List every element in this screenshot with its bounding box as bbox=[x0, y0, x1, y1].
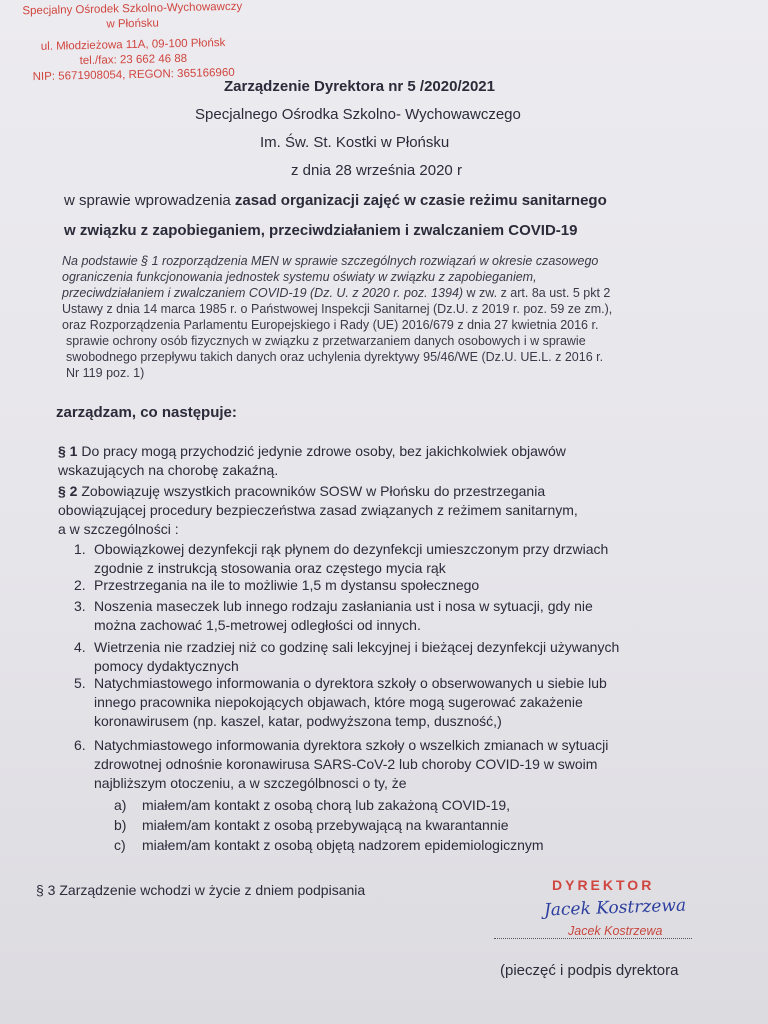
section-label: § 2 bbox=[58, 483, 78, 499]
list-item-line: zdrowotnej odnośnie koronawirusa SARS-CoV-2 lub choroby COVID-19 w swoim bbox=[94, 756, 598, 772]
director-title: DYREKTOR bbox=[552, 877, 655, 893]
stamp-line: w Płońsku bbox=[106, 17, 159, 31]
legal-basis-line: sprawie ochrony osób fizycznych w związku z przetwarzaniem danych osobowych i w sprawie bbox=[66, 334, 586, 348]
section-2-cont: a w szczególności : bbox=[58, 521, 179, 537]
list-item-line: Przestrzegania na ile to możliwie 1,5 m dystansu społecznego bbox=[94, 577, 480, 593]
decree-subject-line2: w związku z zapobieganiem, przeciwdziałaniem i zwalczaniem COVID-19 bbox=[64, 222, 578, 239]
section-text: Do pracy mogą przychodzić jedynie zdrowe osoby, bez jakichkolwiek objawów bbox=[77, 443, 566, 459]
sublist-letter: c) bbox=[114, 837, 126, 853]
section-3: § 3 Zarządzenie wchodzi w życie z dniem podpisania bbox=[36, 882, 366, 898]
list-item-line: Natychmiastowego informowania dyrektora szkoły o wszelkich zmianach w sytuacji bbox=[94, 737, 609, 753]
legal-basis-line: swobodnego przepływu takich danych oraz uchylenia dyrektywy 95/46/WE (Dz.U. UE.L. z 2016 r. bbox=[66, 350, 604, 364]
decree-date: z dnia 28 września 2020 r bbox=[291, 162, 462, 179]
sublist-letter: a) bbox=[114, 797, 127, 813]
list-item-line: najbliższym otoczeniu, a w szczególbnosci o ty, że bbox=[94, 775, 407, 791]
list-number: 5. bbox=[74, 675, 86, 691]
legal-basis-line bbox=[62, 285, 610, 301]
list-item-line: innego pracownika niepokojących objawach, które mogą sugerować zakażenie bbox=[94, 694, 583, 710]
sublist-item: miałem/am kontakt z osobą przebywającą na kwarantannie bbox=[142, 817, 509, 833]
decree-subject bbox=[64, 192, 607, 209]
sublist-item: miałem/am kontakt z osobą chorą lub zakażoną COVID-19, bbox=[142, 797, 511, 813]
section-1-cont: wskazujących na chorobę zakaźną. bbox=[58, 462, 279, 478]
list-number: 3. bbox=[74, 598, 86, 614]
decree-title: Zarządzenie Dyrektora nr 5 /2020/2021 bbox=[224, 78, 495, 95]
institution-name: Specjalnego Ośrodka Szkolno- Wychowawczego bbox=[195, 106, 521, 123]
subject-prefix: w sprawie wprowadzenia bbox=[64, 192, 235, 209]
stamp-line: Specjalny Ośrodek Szkolno-Wychowawczy bbox=[22, 0, 243, 18]
decree-intro: zarządzam, co następuje: bbox=[56, 404, 237, 421]
stamp-line: ul. Młodzieżowa 11A, 09-100 Płońsk bbox=[40, 37, 226, 53]
list-number: 2. bbox=[74, 577, 86, 593]
director-name: Jacek Kostrzewa bbox=[568, 924, 663, 938]
signature-caption: (pieczęć i podpis dyrektora bbox=[500, 962, 679, 979]
section-2 bbox=[58, 483, 545, 500]
section-1 bbox=[58, 443, 566, 460]
list-item-line: Wietrzenia nie rzadziej niż co godzinę sali lekcyjnej i bieżącej dezynfekcji używanych bbox=[94, 639, 620, 655]
legal-basis-line: Nr 119 poz. 1) bbox=[66, 366, 145, 380]
list-item-line: koronawirusem (np. kaszel, katar, podwyższona temp, duszność,) bbox=[94, 713, 502, 729]
list-item-line: można zachować 1,5-metrowej odległości od innych. bbox=[94, 617, 421, 633]
signature-line bbox=[494, 937, 692, 939]
list-item-line: Obowiązkowej dezynfekcji rąk płynem do dezynfekcji umieszczonym przy drzwiach bbox=[94, 541, 609, 557]
sublist-letter: b) bbox=[114, 817, 127, 833]
institution-stamp bbox=[17, 0, 249, 85]
handwritten-signature: Jacek Kostrzewa bbox=[543, 895, 687, 921]
subject-bold: zasad organizacji zajęć w czasie reżimu sanitarnego bbox=[234, 192, 607, 209]
list-item-line: Natychmiastowego informowania o dyrektora szkoły o obserwowanych u siebie lub bbox=[94, 675, 607, 691]
legal-basis-line: Ustawy z dnia 14 marca 1985 r. o Państwowej Inspekcji Sanitarnej (Dz.U. z 2019 r. poz. 59 ze zm.), bbox=[62, 302, 613, 316]
legal-basis-line: Na podstawie § 1 rozporządzenia MEN w sprawie szczególnych rozwiązań w okresie czasowego bbox=[62, 254, 599, 268]
legal-basis-line: oraz Rozporządzenia Parlamentu Europejskiego i Rady (UE) 2016/679 z dnia 27 kwietnia 2016 r. bbox=[62, 318, 599, 332]
legal-basis-citation: przeciwdziałaniem i zwalczaniem COVID-19 (Dz. U. z 2020 r. poz. 1394) bbox=[62, 286, 464, 300]
legal-basis-citation-cont: w zw. z art. 8a ust. 5 pkt 2 bbox=[463, 286, 611, 300]
section-2-cont: obowiązującej procedury bezpieczeństwa zasad związanych z reżimem sanitarnym, bbox=[58, 502, 578, 518]
list-item-line: zgodnie z instrukcją stosowania oraz częstego mycia rąk bbox=[94, 560, 446, 576]
list-number: 1. bbox=[74, 541, 86, 557]
section-text: Zobowiązuję wszystkich pracowników SOSW w Płońsku do przestrzegania bbox=[77, 483, 546, 499]
list-item-line: Noszenia maseczek lub innego rodzaju zasłaniania ust i nosa w sytuacji, gdy nie bbox=[94, 598, 593, 614]
stamp-line: NIP: 5671908054, REGON: 365166960 bbox=[32, 66, 235, 84]
section-label: § 1 bbox=[58, 443, 78, 459]
legal-basis-line: ograniczenia funkcjonowania jednostek systemu oświaty w związku z zapobieganiem, bbox=[62, 270, 537, 284]
sublist-item: miałem/am kontakt z osobą objętą nadzorem epidemiologicznym bbox=[142, 837, 544, 853]
institution-patron: Im. Św. St. Kostki w Płońsku bbox=[260, 134, 450, 151]
list-number: 4. bbox=[74, 639, 86, 655]
list-number: 6. bbox=[74, 737, 86, 753]
list-item-line: pomocy dydaktycznych bbox=[94, 658, 239, 674]
stamp-line: tel./fax: 23 662 46 88 bbox=[79, 52, 188, 68]
